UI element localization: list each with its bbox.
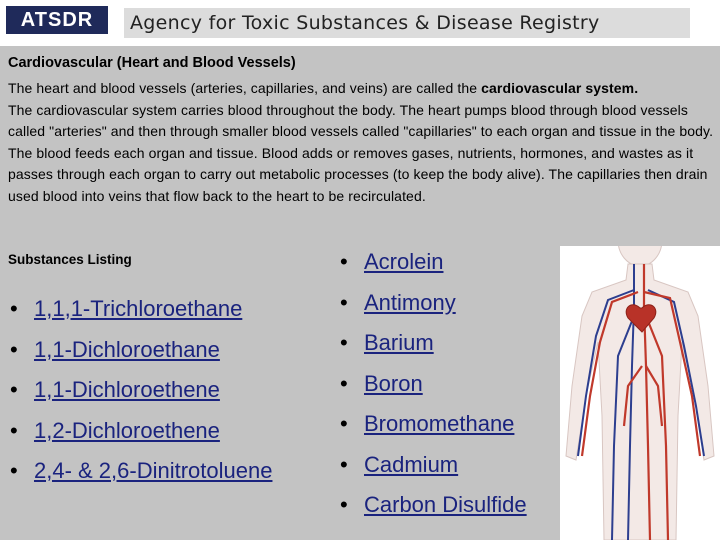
substances-listing-label: Substances Listing bbox=[8, 252, 132, 267]
atsdr-logo[interactable]: ATSDR bbox=[6, 6, 108, 34]
list-item bbox=[338, 404, 527, 445]
list-item bbox=[8, 411, 272, 452]
list-item bbox=[8, 451, 272, 492]
list-item bbox=[338, 485, 527, 526]
substance-link[interactable]: Bromomethane bbox=[364, 411, 515, 436]
description-text bbox=[8, 78, 716, 207]
list-item bbox=[8, 330, 272, 371]
substance-link[interactable]: Carbon Disulfide bbox=[364, 492, 527, 517]
paragraph-1-bold-term: cardiovascular system. bbox=[481, 80, 639, 96]
paragraph-2-text: The cardiovascular system carries blood throughout the body. The heart pumps blood through blood vessels called "arteries" and then through smaller blood vessels called "capillaries" to each organ and tissue in the body. bbox=[8, 101, 714, 139]
header-banner bbox=[0, 0, 720, 46]
list-item bbox=[338, 242, 527, 283]
substance-link[interactable]: 1,1-Dichloroethane bbox=[34, 336, 220, 362]
substances-list-left bbox=[8, 289, 272, 492]
list-item bbox=[8, 289, 272, 330]
substance-link[interactable]: Acrolein bbox=[364, 249, 444, 274]
substance-link[interactable]: Cadmium bbox=[364, 451, 459, 477]
substance-link[interactable]: Boron bbox=[364, 370, 423, 396]
agency-name: Agency for Toxic Substances & Disease Registry bbox=[124, 8, 690, 38]
substance-link[interactable]: 1,2-Dichloroethene bbox=[34, 417, 220, 443]
substance-link[interactable]: 1,1-Dichloroethene bbox=[34, 377, 220, 402]
substance-link[interactable]: 2,4- & 2,6-Dinitrotoluene bbox=[34, 458, 273, 483]
substance-link[interactable]: Antimony bbox=[364, 289, 456, 315]
substances-list-right bbox=[338, 242, 527, 526]
list-item bbox=[338, 323, 527, 364]
list-item bbox=[8, 370, 272, 411]
cardiovascular-body-figure-icon bbox=[558, 246, 720, 540]
page-title: Cardiovascular (Heart and Blood Vessels) bbox=[8, 55, 296, 71]
substance-link[interactable]: Barium bbox=[364, 330, 434, 355]
list-item bbox=[338, 283, 527, 324]
list-item bbox=[338, 445, 527, 486]
substance-link[interactable]: 1,1,1-Trichloroethane bbox=[34, 296, 243, 321]
list-item bbox=[338, 364, 527, 405]
paragraph-3-text: The blood feeds each organ and tissue. Blood adds or removes gases, nutrients, hormones, and wastes as it passes through each organ to carry out metabolic processes (to keep the body alive). The capillaries then drain used blood into veins that flow back to the heart to be recirculated. bbox=[8, 144, 708, 204]
paragraph-1-text: The heart and blood vessels (arteries, capillaries, and veins) are called the bbox=[8, 80, 482, 96]
